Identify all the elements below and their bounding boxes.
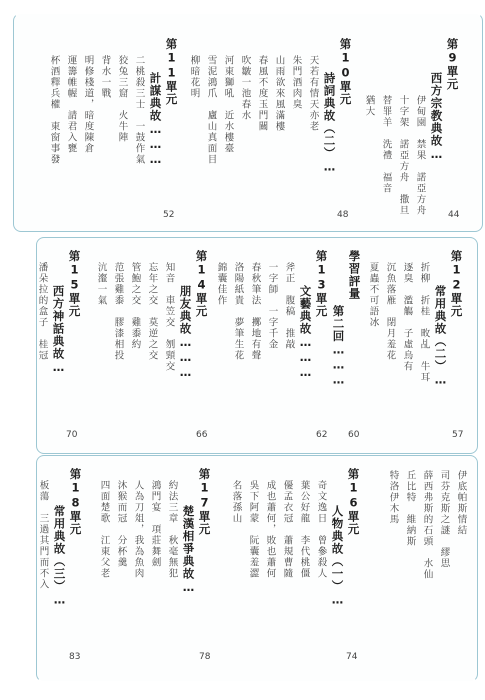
page-number: 52 [163,210,175,220]
allusion-entry: 沉魚落雁 閉月羞花 [384,262,396,361]
allusion-entry: 特洛伊木馬 [387,470,399,525]
section-title: 西方神話典故… [51,285,66,375]
allusion-entry: 鴻門宴 項莊舞劍 [149,480,161,568]
allusion-entry: 名落孫山 [230,480,242,524]
allusion-entry: 春風不度玉門關 [256,55,268,132]
allusion-entry: 奇文逸日 曾參殺人 [315,480,327,579]
allusion-entry: 吹皺一池春水 [239,55,251,121]
allusion-entry: 沐猴而冠 分杯羹 [115,480,127,568]
allusion-entry: 伊甸園 禁果 諾亞方舟 [414,95,426,216]
allusion-entry: 二桃殺三士 一鼓作氣 [133,55,145,165]
unit-heading: 第18單元 [68,468,83,536]
allusion-entry: 人為刀俎，我為魚肉 [132,480,144,579]
allusion-entry: 伊底帕斯情結 [455,470,467,536]
page-number: 74 [346,652,358,662]
section-title: 第二回……… [331,305,346,388]
section-title: 楚漢相爭典故… [181,505,196,595]
section-title: 文藝典故……… [298,285,313,380]
unit-heading: 第9單元 [445,38,460,91]
page-number: 66 [196,430,208,440]
allusion-entry: 司芬克斯之謎 繆思 [438,470,450,569]
allusion-entry: 丘比特 維納斯 [404,470,416,547]
allusion-entry: 明修棧道，暗度陳倉 [82,55,94,154]
section-title: 人物典故（一）… [330,505,345,608]
allusion-entry: 沆瀣一氣 [95,262,107,306]
allusion-entry: 狡兔三窟 火牛陣 [116,55,128,143]
allusion-entry: 一字師 一字千金 [266,262,278,350]
allusion-entry: 杯酒釋兵權 東窗事發 [48,55,60,165]
unit-heading: 學習評量 [347,250,362,300]
allusion-entry: 約法三章 秋毫無犯 [166,480,178,579]
allusion-entry: 逐臭 濫觴 子虛烏有 [401,262,413,372]
unit-heading: 第11單元 [164,38,179,106]
unit-heading: 第15單元 [67,250,82,318]
allusion-entry: 背水一戰 [99,55,111,99]
allusion-entry: 朱門酒肉臭 [290,55,302,110]
allusion-entry: 錦囊佳作 [215,262,227,306]
page-number: 83 [69,652,81,662]
section-title: 朋友典故……… [178,285,193,380]
allusion-entry: 雪泥鴻爪 廬山真面目 [205,55,217,165]
allusion-entry: 猶大 [363,95,375,117]
allusion-entry: 管鮑之交 雞黍約 [129,262,141,350]
allusion-entry: 范張雞黍 膠漆相投 [112,262,124,361]
page-number: 70 [66,430,78,440]
allusion-entry: 十字架 諾亞方舟 撒旦 [397,95,409,216]
allusion-entry: 柳暗花明 [188,55,200,99]
page-number: 60 [348,430,360,440]
page-number: 62 [316,430,328,440]
allusion-entry: 吳下阿蒙 阮囊羞澀 [247,480,259,579]
section-title: 西方宗教典故… [429,72,444,162]
section-title: 詩詞典故（二）… [322,72,337,175]
page-number: 44 [448,210,460,220]
unit-heading: 第17單元 [197,468,212,536]
section-title: 計謀典故……… [148,72,163,167]
page-number: 48 [337,210,349,220]
allusion-entry: 山雨欲來風滿樓 [273,55,285,132]
section-title: 常用典故（二）… [433,285,448,388]
unit-heading: 第16單元 [346,468,361,536]
allusion-entry: 成也蕭何，敗也蕭何 [264,480,276,579]
section-title: 常用典故（三）… [52,505,67,608]
allusion-entry: 葉公好龍 李代桃僵 [298,480,310,579]
allusion-entry: 春秋筆法 擲地有聲 [249,262,261,361]
unit-heading: 第13單元 [314,250,329,318]
unit-heading: 第10單元 [338,38,353,106]
unit-heading: 第14單元 [194,250,209,318]
allusion-entry: 河東獅吼 近水樓臺 [222,55,234,154]
unit-heading: 第12單元 [449,250,464,318]
allusion-entry: 潘朵拉的盒子 桂冠 [36,262,48,361]
page-number: 78 [199,652,211,662]
allusion-entry: 替罪羊 洗禮 福音 [380,95,392,194]
allusion-entry: 優孟衣冠 蕭規曹隨 [281,480,293,579]
allusion-entry: 天若有情天亦老 [307,55,319,132]
allusion-entry: 忘年之交 莫逆之交 [146,262,158,361]
allusion-entry: 洛陽紙貴 夢筆生花 [232,262,244,361]
allusion-entry: 運籌帷幄 請君入甕 [65,55,77,154]
allusion-entry: 知音 車笠交 刎頸交 [163,262,175,372]
allusion-entry: 四面楚歌 江東父老 [98,480,110,579]
allusion-entry: 薛西弗斯的石頭 水仙 [421,470,433,580]
allusion-entry: 斧正 腹稿 推敲 [283,262,295,350]
page-number: 57 [452,430,464,440]
allusion-entry: 夏蟲不可語冰 [367,262,379,328]
allusion-entry: 板蕩 三過其門而不入 [37,480,49,590]
allusion-entry: 折柳 折桂 畋乩 牛耳 [418,262,430,383]
